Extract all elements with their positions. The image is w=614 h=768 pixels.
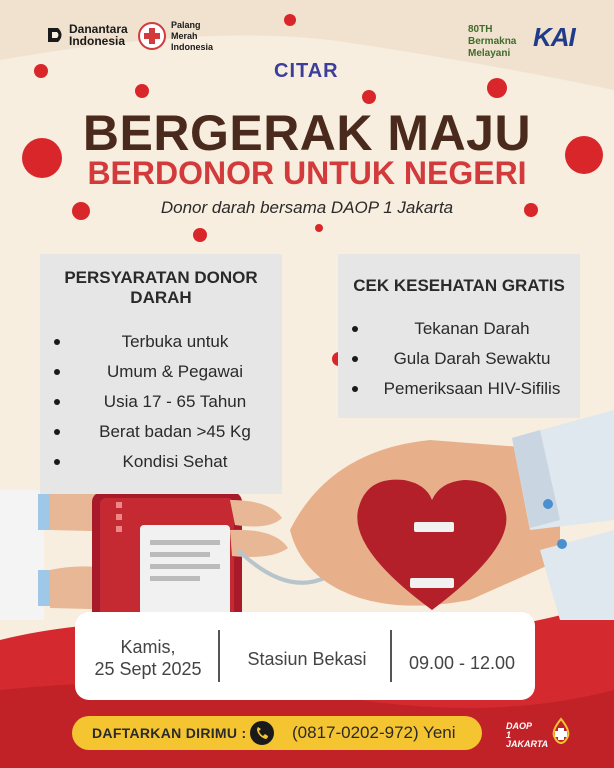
- pmi-logo-icon: [138, 22, 166, 50]
- blood-drop-logo-icon: [546, 716, 576, 746]
- event-time: 09.00 - 12.00: [408, 653, 516, 673]
- event-location: Stasiun Bekasi: [247, 649, 367, 669]
- checkup-item: Tekanan Darah: [414, 319, 530, 338]
- bullet-icon: [54, 459, 60, 465]
- blood-drop-dot: [315, 224, 323, 232]
- event-date: 25 Sept 2025: [94, 659, 202, 679]
- bullet-icon: [54, 369, 60, 375]
- bullet-icon: [352, 386, 358, 392]
- danantara-logo-text: Danantara Indonesia: [69, 22, 128, 48]
- tagline: Donor darah bersama DAOP 1 Jakarta: [160, 198, 454, 217]
- checkup-item: Gula Darah Sewaktu: [393, 349, 551, 368]
- citar-logo: CITAR: [274, 60, 339, 82]
- requirements-heading: PERSYARATAN DONOR DARAH: [64, 268, 258, 307]
- requirement-item: Umum & Pegawai: [106, 362, 244, 381]
- blood-drop-dot: [487, 78, 507, 98]
- bullet-icon: [352, 356, 358, 362]
- danantara-logo-icon: [46, 26, 66, 44]
- requirement-item: Berat badan >45 Kg: [99, 422, 251, 441]
- bullet-icon: [54, 399, 60, 405]
- register-cta: DAFTARKAN DIRIMU :: [92, 725, 247, 741]
- event-day: Kamis,: [120, 637, 176, 657]
- contact-phone[interactable]: (0817-0202-972) Yeni: [292, 723, 456, 742]
- requirement-item: Usia 17 - 65 Tahun: [103, 392, 247, 411]
- blood-drop-dot: [193, 228, 207, 242]
- phone-icon: [250, 721, 274, 745]
- daop-logo: DAOP 1 JAKARTA: [506, 721, 549, 749]
- bullet-icon: [54, 339, 60, 345]
- bullet-icon: [54, 429, 60, 435]
- kai-logo: KAI: [533, 22, 575, 52]
- anniversary-80th-logo: 80TH Bermakna Melayani: [468, 24, 517, 59]
- blood-drop-dot: [362, 90, 376, 104]
- checkup-item: Pemeriksaan HIV-Sifilis: [383, 379, 561, 398]
- bullet-icon: [352, 326, 358, 332]
- main-title: BERGERAK MAJU: [82, 105, 532, 161]
- requirement-item: Terbuka untuk: [121, 332, 229, 351]
- divider: [390, 630, 392, 682]
- requirement-item: Kondisi Sehat: [122, 452, 228, 471]
- main-subtitle: BERDONOR UNTUK NEGERI: [87, 155, 527, 191]
- pmi-logo-text: Palang Merah Indonesia: [171, 20, 214, 52]
- blood-drop-dot: [34, 64, 48, 78]
- divider: [218, 630, 220, 682]
- checkup-heading: CEK KESEHATAN GRATIS: [353, 276, 565, 295]
- blood-drop-dot: [284, 14, 296, 26]
- blood-drop-dot: [135, 84, 149, 98]
